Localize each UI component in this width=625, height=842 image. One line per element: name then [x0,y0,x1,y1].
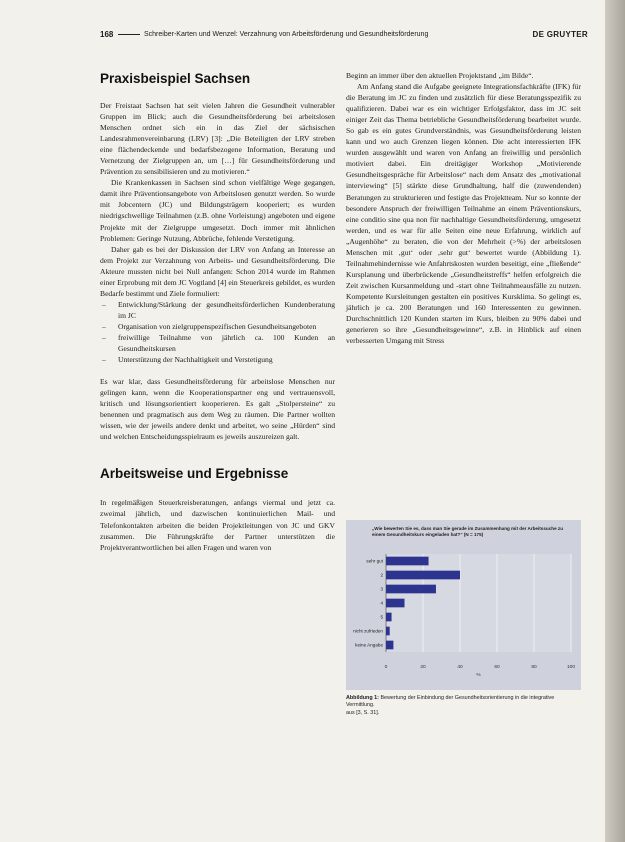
paragraph: Beginn an immer über den aktuellen Projektstand „im Bilde“. [346,71,534,80]
list-item: – freiwillige Teilnahme von jährlich ca. 100 Kunden an Gesundheitskursen [100,332,335,354]
paragraph: Der Freistaat Sachsen hat seit vielen Jahren die Gesundheit vulnerabler Gruppen im Blick; auch die Gesundheitsförderung bei arbeitslosen Menschen ordnet sich ein in das Ziel der sächsischen Landesrahmenvereinbarung (LRV) [3]: „Die Beteiligten der LRV streben eine flächendeckende und bedarfsbezogene Information, Beratung und Vernetzung der Zielgruppen an, um […] für Gesundheitsförderung und Prävention zu sensibilisieren und zu motivieren.“ [100,101,335,177]
x-tick-label: 60 [494,665,500,670]
bar [386,585,436,594]
section-heading: Praxisbeispiel Sachsen [100,71,251,86]
section-heading: Arbeitsweise und Ergebnisse [100,466,289,482]
y-category-label: 3 [380,586,383,592]
spacer [100,365,335,376]
running-header [100,28,588,42]
x-axis-label: % [476,673,481,678]
bar [386,641,393,650]
y-category-label: keine Angabe [355,642,383,648]
y-category-label: 2 [380,572,383,578]
header-rule [118,34,140,35]
left-column [100,70,335,553]
paragraph: Am Anfang stand die Aufgabe geeignete Integrationsfachkräfte (IFK) für die Beratung im JC zu finden und zusätzlich für diese Beratungsspezifik zu qualifizieren. Dabei war es ein wichtiger Erfolgsfaktor, dass im JC seit einiger Zeit das Thema betriebliche Gesundheitsförderung bearbeitet wurde. So gab es ein gutes Grundverständnis, was Gesundheitsförderung leisten kann und wo auch Grenzen liegen können. Die acht interessierten IFK wurden ausgewählt und waren von Anfang an freiwillig und persönlich motiviert dabei. Ein dreitägiger Workshop „Motivierende Gesundheitsgespräche für Arbeitslose“ nach dem Ansatz des „motivational interviewing“ [5] stärkte diese Grundhaltung, half die (zuwendenden) Beratungen zu strukturieren und festigte das Projektteam. Nur so konnte der besondere Anspruch der freiwilligen Teilnahme an einem Präventionskurs, eine conditio sine qua non für nachhaltige Gesundheitsförderung, umgesetzt werden, und es war für alle Seiten eine neue Erfahrung, wirklich auf „Augenhöhe“ zu beraten, die von der Mehrheit (>%) der arbeitslosen Menschen mit ‚gut‘ oder ‚sehr gut‘ bewertet wurde (Abbildung 1). Teilnahmehindernisse wie Anfahrtskosten wurden beseitigt, eine „fließende“ Kursplanung und überbrückende „Gesundheitstreffs“ helfen erfolgreich die Zeit zwischen Kursanmeldung und -start ohne Teilnahmeausfälle zu nutzen. Kompetente Kursleitungen gestalten ein positives Kursklima. So gelingt es, jährlich je ca. 200 Beratungen und 160 Interessenten zu gewinnen. Durchschnittlich 120 Kunden starten im Kurs, bleiben zu 90% dabei und generieren so ihre „Gesundheitsgewinne“, z.B. in Hinblick auf einen verbesserten Umgang mit Stress [346,82,581,346]
bar [386,627,390,636]
page-edge-shadow [605,0,625,842]
x-tick-label: 100 [566,665,576,670]
list-item: – Unterstützung der Nachhaltigkeit und Verstetigung [100,354,335,365]
caption-text: Bewertung der Einbindung der Gesundheitsorientierung in die integrative Vermittlung. [346,695,555,709]
caption-source: aus [3, S. 31]. [346,709,380,716]
page-number: 168 [100,30,114,39]
y-category-label: sehr gut [366,558,383,564]
x-tick-label: 40 [457,665,463,670]
bar-chart [346,520,581,690]
y-category-label: 5 [380,614,383,620]
x-tick-label: 80 [531,665,537,670]
y-category-label: nicht zufrieden [353,628,383,634]
figure-chart [346,520,581,690]
paragraph: Es war klar, dass Gesundheitsförderung für arbeitslose Menschen nur gelingen kann, wenn die Kooperationspartner eng und vertrauensvoll, kritisch und lösungsorientiert kooperieren. Es galt „Stolpersteine“ zu benennen und pragmatisch aus dem Weg zu räumen. Die Partner wollten wissen, wie der jeweils andere denkt und arbeitet, wo seine „Hürden“ sind und welchen Entscheidungsspielraum es jeweils auszureizen galt. [100,377,335,442]
bar [386,557,429,566]
plot-area [386,554,571,652]
list-item: – Organisation von zielgruppenspezifischen Gesundheitsangeboten [100,321,335,332]
chart-title: „Wie bewerten Sie es, dass man Sie gerade im Zusammenhang mit der Arbeitssuche zu einem Gesundheitskurs eingeladen hat?“ (N = 175) [372,526,563,537]
paragraph: Die Krankenkassen in Sachsen sind schon vielfältige Wege gegangen, damit ihre Präventionsangebote von Arbeitslosen genutzt werden. So wurde mit Jobcentern (JC) und Bildungsträgern kooperiert; es wurden niedrigschwellige Teilnahmen (z.B. ohne Vorleistung) angeboten und eigene Projekte mit der Zielgruppe umgesetzt. Doch immer mit ähnlichen Problemen: Geringe Nutzung, Abbrüche, fehlende Verstetigung. [100,178,335,243]
x-tick-label: 20 [420,665,426,670]
right-column [346,70,581,346]
paragraph: Daher gab es bei der Diskussion der LRV von Anfang an Interesse an dem Projekt zur Verzahnung von Arbeits- und Gesundheitsförderung. Die Akteure mussten nicht bei Null anfangen: Schon 2014 wurde im Rahmen einer Erprobung mit dem JC Vogtland [4] ein Steuerkreis gebildet, es wurden Bedarfe bestimmt und Ziele formuliert: [100,244,335,298]
figure-caption [346,695,581,717]
caption-label: Abbildung 1: [346,695,379,701]
list-item: – Entwicklung/Stärkung der gesundheitsförderlichen Kundenberatung im JC [100,299,335,321]
bar [386,571,460,580]
publisher-logo: DE GRUYTER [532,30,588,39]
goal-list [100,299,335,365]
bar [386,599,405,608]
paragraph: In regelmäßigen Steuerkreisberatungen, anfangs viermal und jetzt ca. zweimal jährlich, und dazwischen kontinuierlichen Mail- und Telefonkontakten arbeiten die beiden Projektleitungen von JC und GKV zusammen. Die Führungskräfte der Partner unterstützen die Projektverantwortlichen bei allen Fragen und waren von [100,498,335,552]
x-tick-label: 0 [384,665,388,670]
y-category-label: 4 [380,600,383,606]
bar [386,613,392,622]
running-title: Schreiber-Karten und Wenzel: Verzahnung von Arbeitsförderung und Gesundheitsförderung [144,31,429,38]
